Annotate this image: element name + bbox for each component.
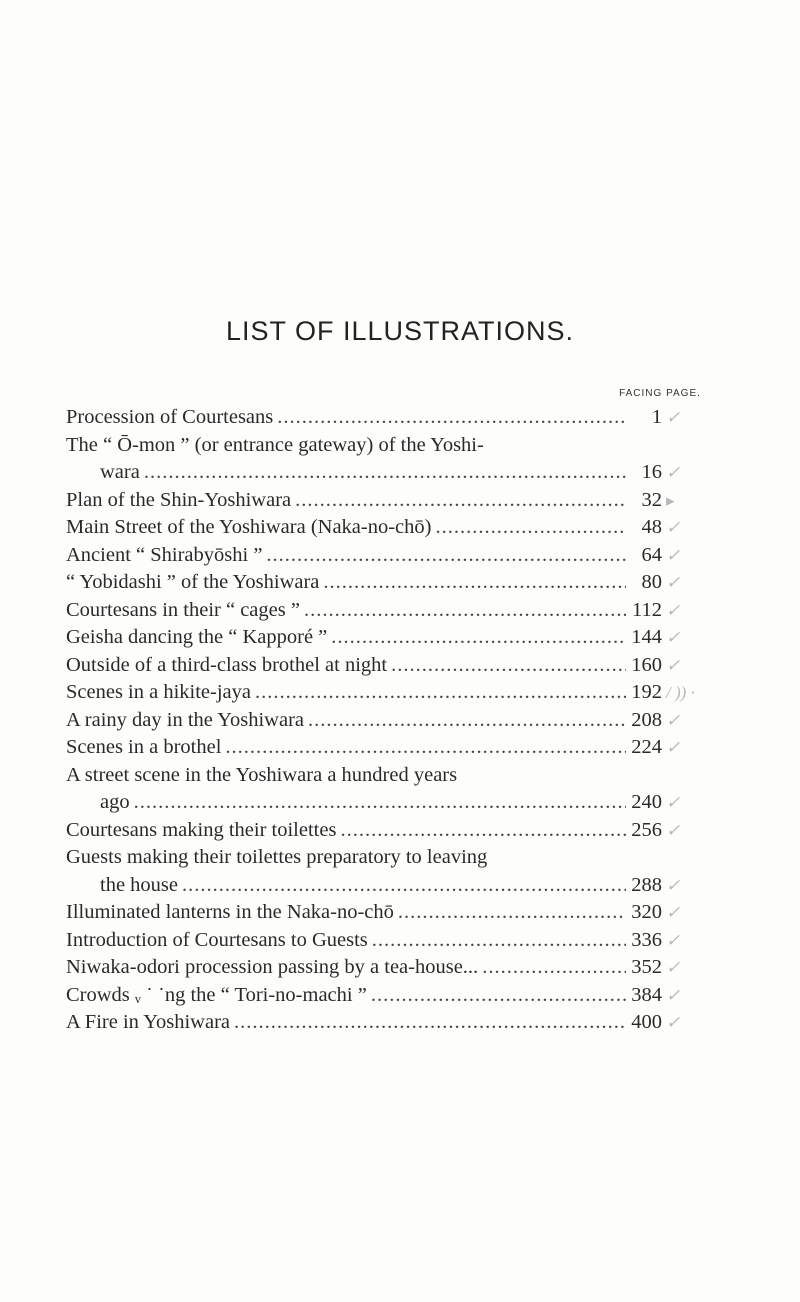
entry-title: Plan of the Shin-Yoshiwara — [66, 488, 292, 511]
illustration-entry — [66, 432, 681, 487]
entry-title: ago — [100, 791, 130, 813]
entry-line — [66, 652, 681, 680]
pencil-check-mark: ✓ — [666, 573, 681, 592]
pencil-check-mark: ✓ — [666, 930, 681, 950]
page-number: 320 — [631, 901, 662, 923]
entry-line — [66, 542, 681, 570]
page-number: 1 — [651, 406, 662, 428]
dot-leader — [436, 514, 627, 542]
illustration-entry — [66, 927, 681, 955]
entry-title: A street scene in the Yoshiwara a hundred years — [66, 763, 458, 786]
dot-leader — [134, 789, 626, 817]
entry-title: Geisha dancing the “ Kapporé ” — [66, 626, 328, 648]
illustration-entry — [66, 404, 681, 432]
entry-title: Crowds ᵥ ˙ ˙ng the “ Tori-no-machi ” — [66, 983, 367, 1006]
page-number: 32 — [641, 488, 662, 511]
entry-line — [66, 817, 681, 845]
dot-leader — [331, 624, 626, 652]
entry-title: “ Yobidashi ” of the Yoshiwara — [66, 571, 320, 593]
dot-leader — [398, 899, 626, 927]
pencil-check-mark: ✓ — [666, 738, 681, 757]
dot-leader — [371, 982, 626, 1010]
entry-line — [66, 872, 681, 900]
illustration-entry — [66, 954, 681, 982]
illustration-entry — [66, 982, 681, 1010]
pencil-check-mark: ✓ — [666, 1013, 681, 1032]
pencil-check-mark: ✓ — [666, 545, 681, 565]
page-number: 352 — [631, 956, 662, 978]
entry-line — [66, 459, 681, 487]
entry-title: Guests making their toilettes preparatory to leaving — [66, 846, 488, 868]
entry-line — [66, 514, 681, 542]
page-number: 192 — [631, 681, 662, 703]
entry-title: Scenes in a brothel — [66, 736, 222, 758]
pencil-check-mark: ✓ — [666, 600, 681, 620]
pencil-check-mark: ✓ — [666, 958, 681, 977]
illustration-entry — [66, 1009, 681, 1037]
pencil-check-mark: ▸ — [666, 490, 675, 510]
dot-leader — [372, 927, 626, 955]
page-number: 400 — [631, 1011, 662, 1033]
pencil-check-mark: ✓ — [666, 463, 681, 482]
dot-leader — [266, 542, 626, 570]
entry-line — [66, 789, 681, 817]
illustration-entry — [66, 487, 675, 515]
illustration-entry — [66, 652, 681, 680]
illustration-entry — [66, 624, 681, 652]
page-number: 64 — [641, 543, 662, 566]
dot-leader — [482, 954, 626, 982]
entry-title: Outside of a third-class brothel at night — [66, 653, 388, 676]
entry-title: Introduction of Courtesans to Guests — [66, 928, 368, 951]
illustration-entry — [66, 844, 681, 899]
illustration-entry — [66, 679, 695, 707]
illustration-entry — [66, 762, 681, 817]
page-number: 112 — [632, 598, 662, 621]
page-number: 256 — [631, 818, 662, 841]
illustration-entry — [66, 817, 681, 845]
illustration-entry — [66, 707, 681, 735]
page-number: 144 — [631, 626, 662, 648]
illustration-entry — [66, 514, 681, 542]
dot-leader — [308, 707, 626, 735]
entry-title: the house — [100, 873, 178, 896]
facing-page-header: FACING PAGE. — [619, 388, 701, 399]
pencil-check-mark: ✓ — [666, 820, 681, 840]
illustration-entry — [66, 734, 681, 762]
entry-title: Scenes in a hikite-jaya — [66, 681, 252, 703]
dot-leader — [182, 872, 626, 900]
entry-line — [66, 569, 681, 597]
entry-title: Main Street of the Yoshiwara (Naka-no-chō) — [66, 516, 432, 538]
pencil-check-mark: ✓ — [666, 985, 681, 1005]
pencil-check-mark: ✓ — [666, 628, 681, 647]
entry-line — [66, 432, 662, 460]
pencil-check-mark: ✓ — [666, 655, 681, 675]
entry-line — [66, 597, 681, 625]
entry-line — [66, 624, 681, 652]
dot-leader — [391, 652, 626, 680]
dot-leader — [144, 459, 626, 487]
page-number: 16 — [641, 461, 662, 483]
entry-line — [66, 404, 681, 432]
page-number: 384 — [631, 983, 662, 1006]
dot-leader — [340, 817, 626, 845]
entry-title: The “ Ō-mon ” (or entrance gateway) of the Yoshi- — [66, 433, 484, 456]
entry-line — [66, 1009, 681, 1037]
entry-line — [66, 899, 681, 927]
dot-leader — [304, 597, 626, 625]
entry-title: A rainy day in the Yoshiwara — [66, 708, 305, 731]
illustration-entry — [66, 569, 681, 597]
entry-title: Courtesans in their “ cages ” — [66, 598, 300, 621]
pencil-check-mark: ✓ — [666, 518, 681, 537]
page-number: 160 — [631, 653, 662, 676]
pencil-check-mark: ✓ — [666, 408, 681, 427]
page-number: 80 — [641, 571, 662, 593]
entry-title: Procession of Courtesans — [66, 406, 274, 428]
entry-line — [66, 734, 681, 762]
page-number: 48 — [641, 516, 662, 538]
pencil-check-mark: ✓ — [666, 710, 681, 730]
illustration-entry — [66, 899, 681, 927]
page-number: 208 — [631, 708, 662, 731]
entry-title: A Fire in Yoshiwara — [66, 1011, 231, 1033]
entry-title: Courtesans making their toilettes — [66, 818, 337, 841]
page-number: 240 — [631, 791, 662, 813]
pencil-check-mark: / )) · — [666, 683, 695, 702]
dot-leader — [295, 487, 626, 515]
pencil-check-mark: ✓ — [666, 793, 681, 812]
entry-line — [66, 762, 662, 790]
dot-leader — [277, 404, 626, 432]
illustration-entry — [66, 542, 681, 570]
dot-leader — [225, 734, 626, 762]
pencil-check-mark: ✓ — [666, 875, 681, 895]
illustrations-list — [66, 404, 695, 1037]
page-number: 288 — [631, 873, 662, 896]
entry-line — [66, 487, 675, 515]
entry-line — [66, 927, 681, 955]
dot-leader — [255, 679, 626, 707]
entry-title: Niwaka-odori procession passing by a tea-house... — [66, 956, 479, 978]
entry-title: wara — [100, 461, 140, 483]
entry-line — [66, 707, 681, 735]
pencil-check-mark: ✓ — [666, 903, 681, 922]
entry-line — [66, 844, 662, 872]
entry-title: Illuminated lanterns in the Naka-no-chō — [66, 901, 394, 923]
illustration-entry — [66, 597, 681, 625]
entry-line — [66, 982, 681, 1010]
page-number: 224 — [631, 736, 662, 758]
page-number: 336 — [631, 928, 662, 951]
page-title: LIST OF ILLUSTRATIONS. — [225, 316, 575, 346]
entry-line — [66, 679, 695, 707]
dot-leader — [323, 569, 626, 597]
entry-title: Ancient “ Shirabyōshi ” — [66, 543, 263, 566]
dot-leader — [234, 1009, 626, 1037]
entry-line — [66, 954, 681, 982]
